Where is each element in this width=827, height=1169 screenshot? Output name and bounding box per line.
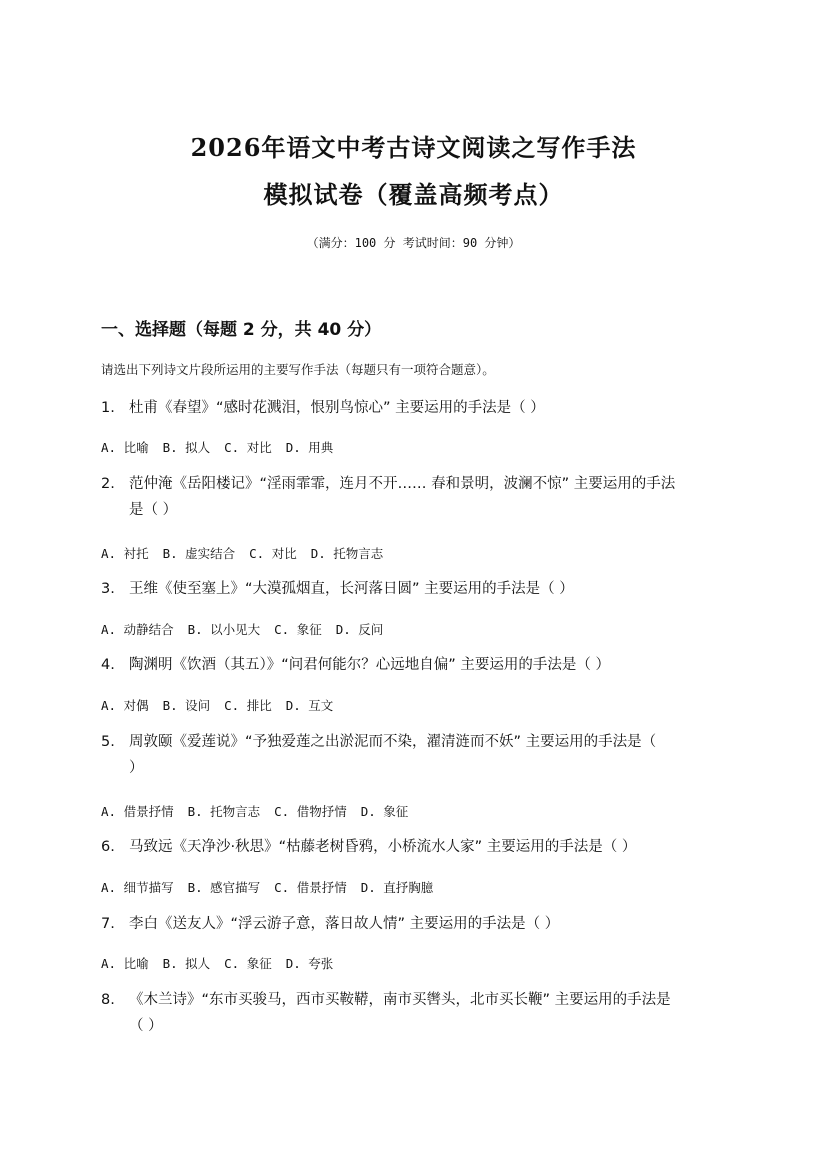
question-1 (101, 395, 731, 421)
option-a: A. 对偶 (101, 698, 149, 713)
option-c: C. 象征 (224, 956, 272, 971)
question-6 (101, 834, 731, 860)
section-instruction: 请选出下列诗文片段所运用的主要写作手法（每题只有一项符合题意）。 (101, 362, 495, 377)
option-b: B. 拟人 (162, 956, 211, 971)
question-text: 杜甫《春望》“感时花溅泪，恨别鸟惊心” 主要运用的手法是（ ） (129, 400, 545, 416)
question-3 (101, 576, 731, 602)
question-number: 3. (101, 581, 115, 597)
question-5-options (101, 802, 422, 820)
option-c: C. 借物抒情 (274, 804, 347, 819)
question-8 (101, 987, 731, 1039)
option-d: D. 托物言志 (310, 546, 384, 561)
question-6-options (101, 878, 447, 896)
question-number: 8. (101, 992, 115, 1008)
option-b: B. 感官描写 (187, 880, 261, 895)
question-text: 《木兰诗》“东市买骏马，西市买鞍鞯，南市买辔头，北市买长鞭” 主要运用的手法是 (129, 992, 671, 1008)
question-text: 王维《使至塞上》“大漠孤烟直，长河落日圆” 主要运用的手法是（ ） (129, 581, 574, 597)
option-b: B. 拟人 (162, 440, 211, 455)
option-c: C. 对比 (249, 546, 297, 561)
question-number: 2. (101, 476, 115, 492)
exam-info: （满分：100 分 考试时间：90 分钟） (306, 236, 521, 250)
option-a: A. 衬托 (101, 546, 149, 561)
exam-title-line1: 2026年语文中考古诗文阅读之写作手法 (190, 133, 637, 162)
question-3-options (101, 620, 397, 638)
question-4 (101, 652, 731, 678)
option-c: C. 借景抒情 (274, 880, 347, 895)
question-number: 5. (101, 734, 115, 750)
question-5 (101, 729, 731, 781)
option-a: A. 借景抒情 (101, 804, 174, 819)
option-a: A. 细节描写 (101, 880, 174, 895)
question-text: 李白《送友人》“浮云游子意，落日故人情” 主要运用的手法是（ ） (129, 916, 560, 932)
question-number: 1. (101, 400, 115, 416)
exam-title-line2: 模拟试卷（覆盖高频考点） (263, 180, 564, 209)
option-c: C. 对比 (224, 440, 272, 455)
question-text-continued: （ ） (129, 1018, 163, 1034)
option-b: B. 托物言志 (187, 804, 261, 819)
question-7-options (101, 954, 347, 972)
option-b: B. 虚实结合 (162, 546, 236, 561)
question-7 (101, 911, 731, 937)
option-a: A. 比喻 (101, 956, 149, 971)
option-d: D. 互文 (285, 698, 334, 713)
question-text: 周敦颐《爱莲说》“予独爱莲之出淤泥而不染，濯清涟而不妖” 主要运用的手法是（ (129, 734, 657, 750)
question-4-options (101, 696, 347, 714)
question-text: 陶渊明《饮酒（其五）》“问君何能尔？心远地自偏” 主要运用的手法是（ ） (129, 657, 610, 673)
option-a: A. 动静结合 (101, 622, 174, 637)
question-number: 7. (101, 916, 115, 932)
option-c: C. 排比 (224, 698, 272, 713)
option-a: A. 比喻 (101, 440, 149, 455)
question-2 (101, 471, 731, 523)
question-number: 4. (101, 657, 115, 673)
option-c: C. 象征 (274, 622, 322, 637)
option-b: B. 以小见大 (187, 622, 261, 637)
option-d: D. 夸张 (285, 956, 334, 971)
option-d: D. 直抒胸臆 (360, 880, 434, 895)
option-d: D. 用典 (285, 440, 334, 455)
option-d: D. 反问 (335, 622, 384, 637)
question-1-options (101, 438, 347, 456)
question-2-options (101, 544, 397, 562)
question-number: 6. (101, 839, 115, 855)
option-d: D. 象征 (360, 804, 409, 819)
option-b: B. 设问 (162, 698, 211, 713)
question-text-continued: ） (129, 760, 144, 776)
question-text: 马致远《天净沙·秋思》“枯藤老树昏鸦，小桥流水人家” 主要运用的手法是（ ） (129, 839, 637, 855)
section-heading: 一、选择题（每题 2 分，共 40 分） (101, 320, 382, 340)
question-text: 范仲淹《岳阳楼记》“淫雨霏霏，连月不开…… 春和景明，波澜不惊” 主要运用的手法 (129, 476, 676, 492)
question-text-continued: 是（ ） (129, 502, 178, 518)
